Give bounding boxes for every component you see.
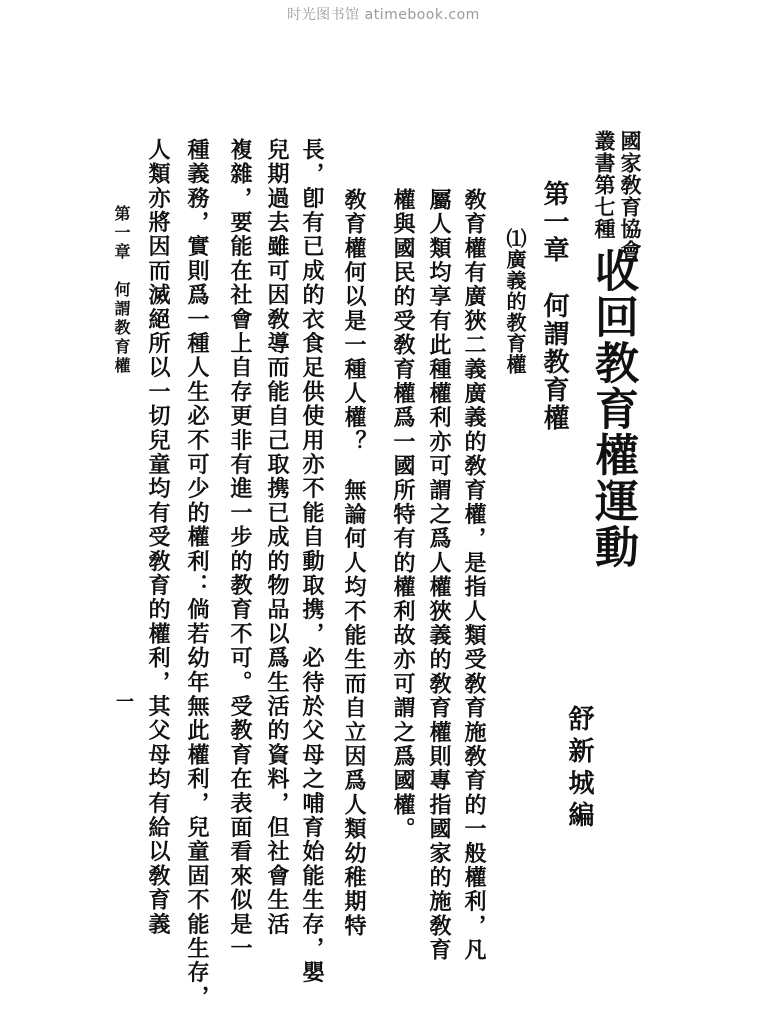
body-column: 敎育權有廣狹二義廣義的敎育權，是指人類受敎育施敎育的一般權利，凡: [461, 188, 487, 963]
body-column: 人類亦將因而滅絕所以一切兒童均有受敎育的權利，其父母均有給以敎育義: [145, 138, 171, 937]
body-column: 敎育權何以是一種人權？ 無論何人均不能生而自立因爲人類幼稚期特: [341, 188, 367, 939]
running-head: 第一章 何謂教育權: [112, 205, 131, 376]
watermark-text: 时光图书馆 atimebook.com: [287, 7, 480, 23]
section-heading: ⑴廣義的教育權: [503, 228, 527, 375]
page-number: 一: [116, 692, 134, 713]
series-line-1: 國家敎育協會: [618, 130, 643, 262]
author-name: 舒新城編: [564, 705, 594, 833]
series-line-2: 叢書第七種: [592, 130, 617, 240]
body-column: 屬人類均享有此種權利亦可謂之爲人權狹義的敎育權則專指國家的施敎育: [426, 188, 452, 963]
body-column: 複雜，要能在社會上自存更非有進一步的教育不可。受教育在表面看來似是一: [227, 138, 253, 961]
book-title: 收回教育權運動: [587, 248, 638, 570]
body-column: 長，卽有已成的衣食足供使用亦不能自動取携，必待於父母之哺育始能生存，嬰: [299, 138, 325, 985]
body-column: 權與國民的受敎育權爲一國所特有的權利故亦可謂之爲國權。: [390, 188, 416, 842]
body-column: 種義務，實則爲一種人生必不可少的權利：倘若幼年無此權利，兒童固不能生存，: [184, 138, 210, 1010]
chapter-heading: 第一章 何謂教育權: [539, 180, 569, 432]
body-column: 兒期過去雖可因敎導而能自己取携已成的物品以爲生活的資料，但社會生活: [264, 138, 290, 937]
